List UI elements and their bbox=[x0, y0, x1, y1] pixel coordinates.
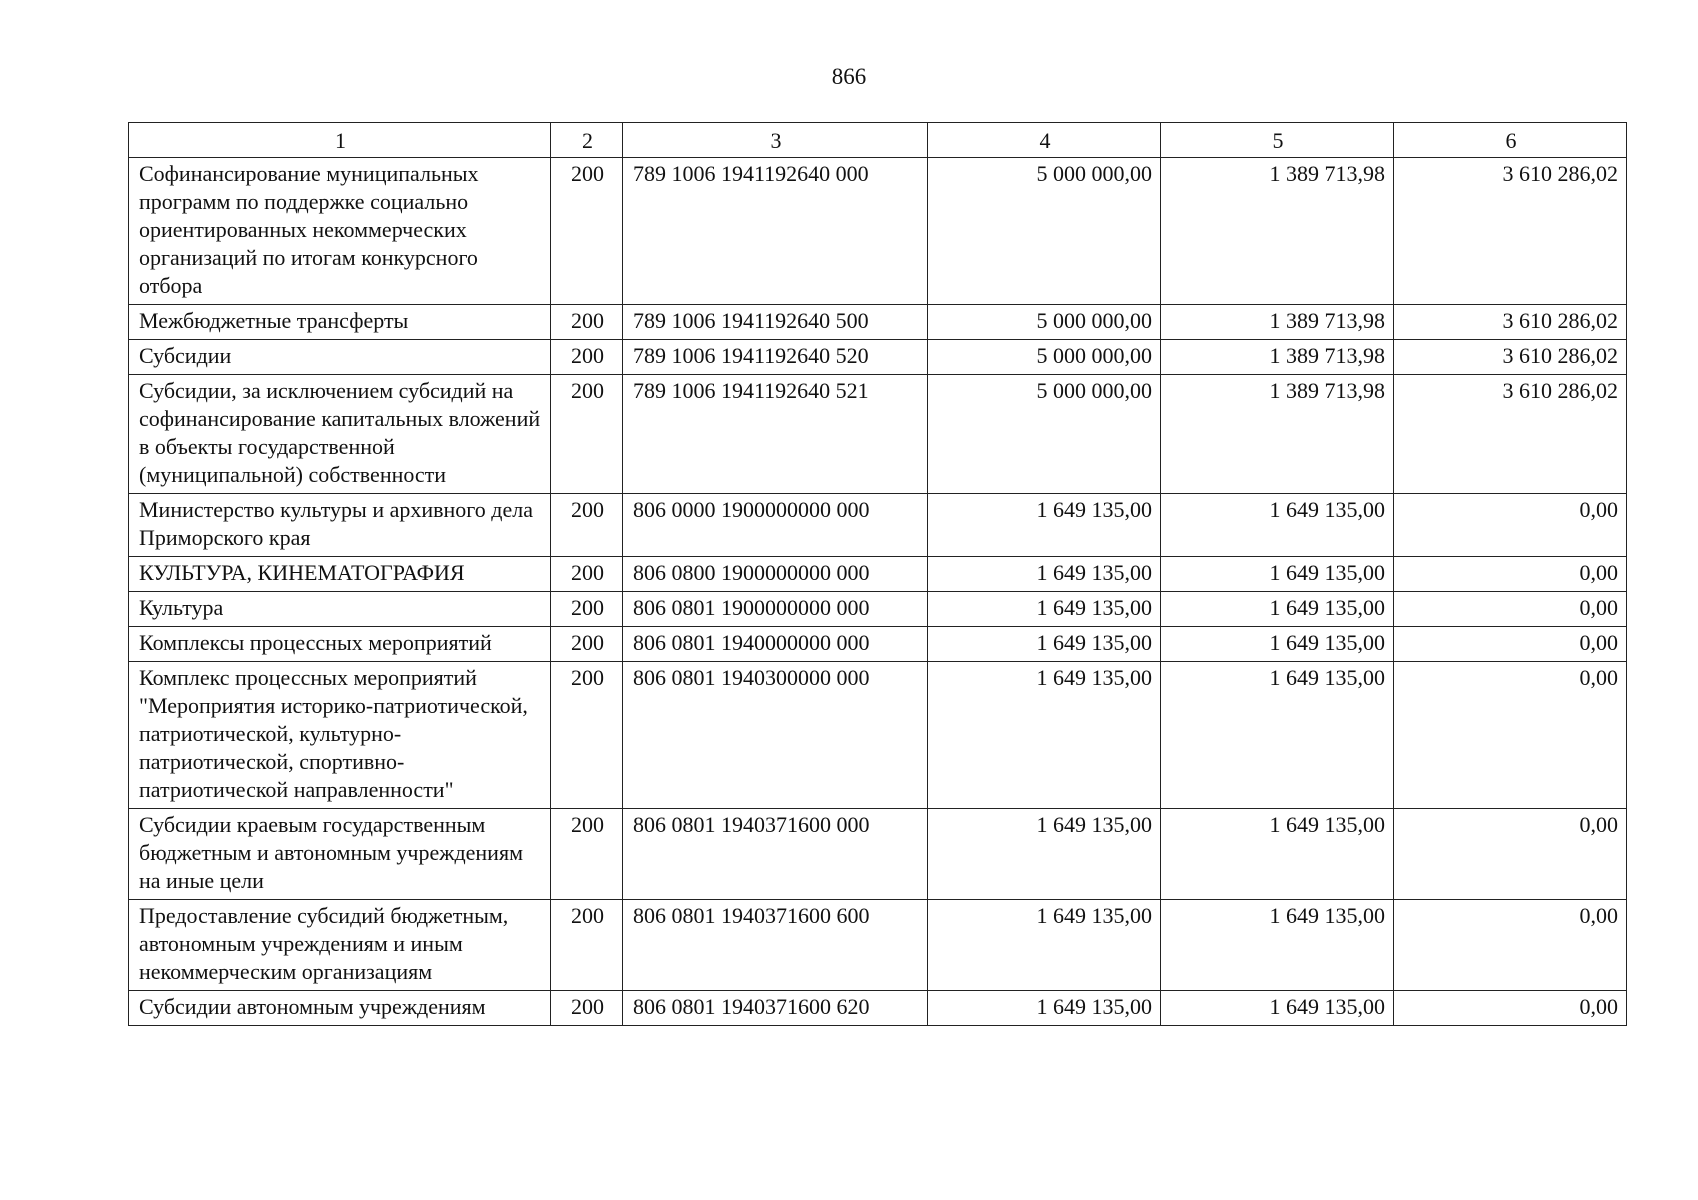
row-executed: 1 649 135,00 bbox=[1161, 557, 1394, 592]
row-approved: 1 649 135,00 bbox=[928, 991, 1161, 1026]
row-classification: 806 0800 1900000000 000 bbox=[623, 557, 928, 592]
row-executed: 1 649 135,00 bbox=[1161, 662, 1394, 809]
row-code: 200 bbox=[551, 305, 623, 340]
row-classification: 806 0801 1940371600 620 bbox=[623, 991, 928, 1026]
row-executed: 1 649 135,00 bbox=[1161, 627, 1394, 662]
row-remaining: 0,00 bbox=[1394, 900, 1627, 991]
row-approved: 1 649 135,00 bbox=[928, 494, 1161, 557]
row-approved: 1 649 135,00 bbox=[928, 557, 1161, 592]
row-executed: 1 389 713,98 bbox=[1161, 340, 1394, 375]
table-row bbox=[129, 158, 1627, 305]
row-executed: 1 389 713,98 bbox=[1161, 375, 1394, 494]
row-remaining: 3 610 286,02 bbox=[1394, 375, 1627, 494]
row-code: 200 bbox=[551, 375, 623, 494]
row-executed: 1 649 135,00 bbox=[1161, 809, 1394, 900]
table-row bbox=[129, 991, 1627, 1026]
row-code: 200 bbox=[551, 627, 623, 662]
row-name: Субсидии автономным учреждениям bbox=[129, 991, 551, 1026]
row-approved: 1 649 135,00 bbox=[928, 662, 1161, 809]
row-remaining: 0,00 bbox=[1394, 809, 1627, 900]
row-classification: 789 1006 1941192640 500 bbox=[623, 305, 928, 340]
row-classification: 789 1006 1941192640 520 bbox=[623, 340, 928, 375]
row-name: Субсидии краевым государственным бюджетным и автономным учреждениям на иные цели bbox=[129, 809, 551, 900]
column-header-4: 4 bbox=[928, 123, 1161, 158]
column-header-5: 5 bbox=[1161, 123, 1394, 158]
row-classification: 789 1006 1941192640 000 bbox=[623, 158, 928, 305]
row-approved: 5 000 000,00 bbox=[928, 305, 1161, 340]
table-row bbox=[129, 340, 1627, 375]
row-code: 200 bbox=[551, 158, 623, 305]
row-remaining: 0,00 bbox=[1394, 662, 1627, 809]
row-classification: 806 0801 1940371600 000 bbox=[623, 809, 928, 900]
row-name: Культура bbox=[129, 592, 551, 627]
row-classification: 806 0000 1900000000 000 bbox=[623, 494, 928, 557]
row-classification: 806 0801 1940000000 000 bbox=[623, 627, 928, 662]
row-code: 200 bbox=[551, 809, 623, 900]
row-name: КУЛЬТУРА, КИНЕМАТОГРАФИЯ bbox=[129, 557, 551, 592]
row-name: Софинансирование муниципальных программ по поддержке социально ориентированных некоммерческих организаций по итогам конкурсного отбора bbox=[129, 158, 551, 305]
row-approved: 5 000 000,00 bbox=[928, 340, 1161, 375]
row-classification: 789 1006 1941192640 521 bbox=[623, 375, 928, 494]
row-approved: 1 649 135,00 bbox=[928, 592, 1161, 627]
row-executed: 1 649 135,00 bbox=[1161, 900, 1394, 991]
table-header-row bbox=[129, 123, 1627, 158]
row-remaining: 3 610 286,02 bbox=[1394, 340, 1627, 375]
budget-table bbox=[128, 122, 1627, 1026]
page-number: 866 bbox=[831, 64, 867, 89]
row-remaining: 0,00 bbox=[1394, 557, 1627, 592]
table-row bbox=[129, 900, 1627, 991]
row-name: Субсидии bbox=[129, 340, 551, 375]
row-code: 200 bbox=[551, 557, 623, 592]
row-code: 200 bbox=[551, 494, 623, 557]
row-remaining: 3 610 286,02 bbox=[1394, 158, 1627, 305]
row-remaining: 0,00 bbox=[1394, 627, 1627, 662]
row-approved: 5 000 000,00 bbox=[928, 158, 1161, 305]
row-approved: 1 649 135,00 bbox=[928, 627, 1161, 662]
row-classification: 806 0801 1940300000 000 bbox=[623, 662, 928, 809]
table-row bbox=[129, 662, 1627, 809]
row-code: 200 bbox=[551, 340, 623, 375]
column-header-2: 2 bbox=[551, 123, 623, 158]
row-approved: 1 649 135,00 bbox=[928, 900, 1161, 991]
row-name: Предоставление субсидий бюджетным, автономным учреждениям и иным некоммерческим организациям bbox=[129, 900, 551, 991]
row-name: Комплексы процессных мероприятий bbox=[129, 627, 551, 662]
row-remaining: 0,00 bbox=[1394, 592, 1627, 627]
row-name: Межбюджетные трансферты bbox=[129, 305, 551, 340]
row-name: Комплекс процессных мероприятий "Мероприятия историко-патриотической, патриотической, культурно-патриотической, спортивно-патриотической направленности" bbox=[129, 662, 551, 809]
column-header-1: 1 bbox=[129, 123, 551, 158]
table-row bbox=[129, 592, 1627, 627]
row-classification: 806 0801 1940371600 600 bbox=[623, 900, 928, 991]
table-row bbox=[129, 627, 1627, 662]
row-executed: 1 649 135,00 bbox=[1161, 494, 1394, 557]
row-executed: 1 649 135,00 bbox=[1161, 991, 1394, 1026]
row-code: 200 bbox=[551, 991, 623, 1026]
row-approved: 5 000 000,00 bbox=[928, 375, 1161, 494]
table-row bbox=[129, 494, 1627, 557]
row-executed: 1 389 713,98 bbox=[1161, 305, 1394, 340]
row-name: Министерство культуры и архивного дела Приморского края bbox=[129, 494, 551, 557]
row-name: Субсидии, за исключением субсидий на софинансирование капитальных вложений в объекты государственной (муниципальной) собственности bbox=[129, 375, 551, 494]
column-header-6: 6 bbox=[1394, 123, 1627, 158]
table-row bbox=[129, 305, 1627, 340]
row-approved: 1 649 135,00 bbox=[928, 809, 1161, 900]
row-code: 200 bbox=[551, 900, 623, 991]
row-classification: 806 0801 1900000000 000 bbox=[623, 592, 928, 627]
row-code: 200 bbox=[551, 662, 623, 809]
row-executed: 1 389 713,98 bbox=[1161, 158, 1394, 305]
row-code: 200 bbox=[551, 592, 623, 627]
row-remaining: 3 610 286,02 bbox=[1394, 305, 1627, 340]
row-remaining: 0,00 bbox=[1394, 494, 1627, 557]
table-row bbox=[129, 809, 1627, 900]
row-remaining: 0,00 bbox=[1394, 991, 1627, 1026]
table-row bbox=[129, 557, 1627, 592]
row-executed: 1 649 135,00 bbox=[1161, 592, 1394, 627]
table-row bbox=[129, 375, 1627, 494]
column-header-3: 3 bbox=[623, 123, 928, 158]
